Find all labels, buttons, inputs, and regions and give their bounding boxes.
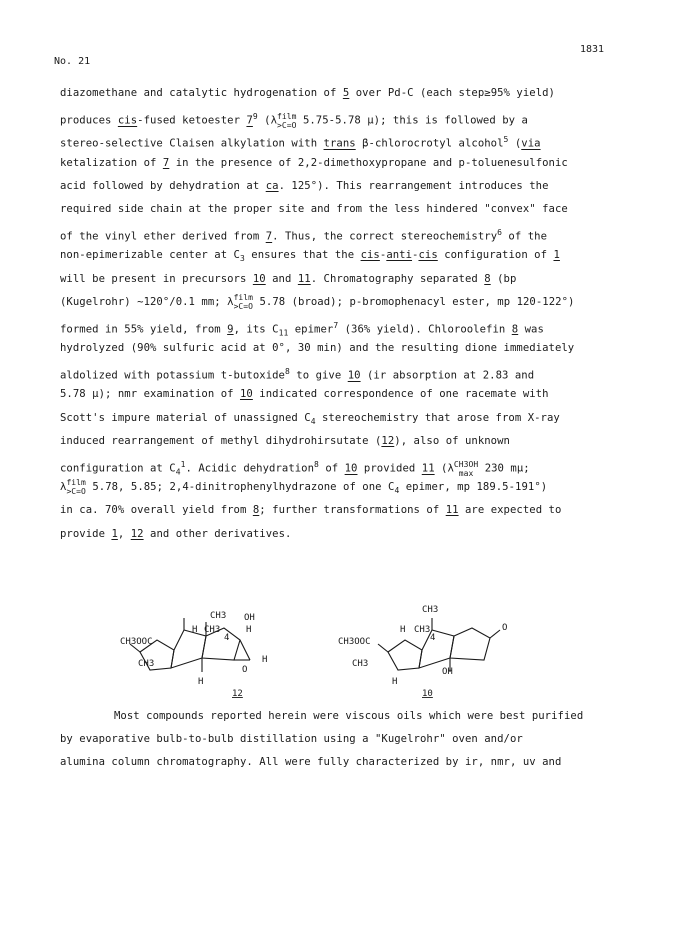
text-line: Scott's impure material of unassigned $C_4$ stereochemistry that arose from X-ray xyxy=(60,411,560,426)
structure-figure xyxy=(120,600,590,700)
text-line: (Kugelrohr) ~120°/0.1 mm; λ film >C=O 5.78 (broad); p-bromophenacyl ester, mp 120-122°) xyxy=(60,292,575,311)
italic-term: anti xyxy=(386,249,413,262)
compound-ref: 10 xyxy=(347,369,361,382)
italic-term: cis xyxy=(360,249,380,262)
structure-12-epoxide-o: O xyxy=(242,665,248,675)
text-line: will be present in precursors 10 and 11. Chromatography separated 8 (bp xyxy=(60,272,517,285)
structure-12-position-4: 4 xyxy=(224,633,230,643)
text-line: by evaporative bulb-to-bulb distillation using a "Kugelrohr" oven and/or xyxy=(60,733,523,746)
lambda-subscript-stack: film >C=O xyxy=(277,111,297,130)
compound-ref: 1 xyxy=(111,527,118,540)
text-line: required side chain at the proper site and from the less hindered "convex" face xyxy=(60,202,568,215)
text-line: acid followed by dehydration at ca. 125°). This rearrangement introduces the xyxy=(60,179,549,192)
compound-ref: 10 xyxy=(252,272,266,285)
structure-10-ketone-o: O xyxy=(502,623,508,633)
compound-ref: 11 xyxy=(297,272,311,285)
compound-ref: 8 xyxy=(511,323,519,336)
text-line: formed in 55% yield, from 9, its $C_{11}$ epimer$^7$ (36% yield). Chloroolefin 8 was xyxy=(60,320,544,338)
lambda-subscript-stack: film >C=O xyxy=(233,292,254,311)
text-line: diazomethane and catalytic hydrogenation of 5 over Pd-C (each step≥95% yield) xyxy=(60,87,555,99)
structure-12-h-bottom: H xyxy=(198,677,204,687)
running-header-issue: No. 21 xyxy=(54,56,91,67)
structure-12-ester: CH3OOC xyxy=(120,637,153,647)
lambda-subscript-stack: CH3OH max xyxy=(453,459,479,478)
text-line: ketalization of 7 in the presence of 2,2-dimethoxypropane and p-toluenesulfonic xyxy=(60,156,568,169)
lambda-subscript-stack: film >C=O xyxy=(66,478,86,497)
italic-term: cis xyxy=(117,114,138,127)
italic-term: via xyxy=(521,137,541,150)
compound-ref: 7 xyxy=(246,114,253,127)
structure-10-hydroxyl: OH xyxy=(442,667,453,677)
structure-10-h-bottom: H xyxy=(392,677,398,687)
paragraph-main xyxy=(60,82,640,546)
italic-term: cis xyxy=(418,249,438,262)
reference-superscript: 1 xyxy=(180,460,186,469)
structure-10-bonds xyxy=(378,618,500,672)
reference-superscript: 7 xyxy=(333,320,339,330)
compound-ref: 11 xyxy=(421,462,435,475)
reference-superscript: 8 xyxy=(314,460,319,469)
structure-10-ester: CH3OOC xyxy=(338,637,371,647)
text-line: λ film >C=O 5.78, 5.85; 2,4-dinitrophenylhydrazone of one $C_4$ epimer, mp 189.5-191°) xyxy=(60,478,548,497)
compound-ref: 7 xyxy=(265,230,273,243)
italic-term: ca xyxy=(265,179,279,192)
structure-10-label: 10 xyxy=(422,689,433,699)
text-line: aldolized with potassium t-butoxide$^8$ to give 10 (ir absorption at 2.83 and xyxy=(60,367,535,382)
compound-ref: 11 xyxy=(445,504,459,517)
structure-12-methyl-top: CH3 xyxy=(210,611,227,621)
compound-ref: 1 xyxy=(553,249,560,262)
compound-ref: 8 xyxy=(252,504,260,517)
reference-superscript: 6 xyxy=(497,228,502,238)
structure-12-label: 12 xyxy=(232,689,243,699)
structure-10-position-4: 4 xyxy=(430,633,436,643)
reference-superscript: 8 xyxy=(284,367,290,377)
compound-ref: 9 xyxy=(227,323,234,336)
structure-drawing xyxy=(120,600,590,700)
structure-10-methyl-ring: CH3 xyxy=(414,625,431,635)
structure-10-methyl-top: CH3 xyxy=(422,605,439,615)
text-line: alumina column chromatography. All were fully characterized by ir, nmr, uv and xyxy=(60,756,562,769)
structure-10-methyl-low: CH3 xyxy=(352,659,369,669)
text-line: induced rearrangement of methyl dihydrohirsutate (12), also of unknown xyxy=(60,434,510,447)
reference-superscript: 9 xyxy=(252,112,258,122)
structure-12-methyl-ring: CH3 xyxy=(204,625,221,635)
compound-ref: 12 xyxy=(381,434,395,447)
compound-ref: 8 xyxy=(484,272,491,285)
compound-ref: 12 xyxy=(130,527,144,540)
text-line: configuration at $C_4^1$. Acidic dehydration$^8$ of 10 provided 11 (λ CH3OH max 230 mµ; xyxy=(60,459,530,478)
text-line: non-epimerizable center at $C_3$ ensures that the cis-anti-cis configuration of 1 xyxy=(60,249,560,264)
paragraph-methods xyxy=(60,705,640,775)
compound-ref: 10 xyxy=(344,462,358,475)
text-line: of the vinyl ether derived from 7. Thus, the correct stereochemistry$^6$ of the xyxy=(60,228,547,243)
structure-12-h-right-lower: H xyxy=(262,655,268,665)
text-line: provide 1, 12 and other derivatives. xyxy=(60,527,292,540)
text-line: stereo-selective Claisen alkylation with trans β-chlorocrotyl alcohol$^5$ (via xyxy=(60,135,541,150)
italic-term: trans xyxy=(323,137,356,150)
text-line: produces cis-fused ketoester $7^9$ (λ film >C=O 5.75-5.78 µ); this is followed by a xyxy=(60,111,528,130)
reference-superscript: 5 xyxy=(503,135,509,145)
structure-10-h-top: H xyxy=(400,625,406,635)
page-number: 1831 xyxy=(580,44,605,55)
structure-12-h-right: H xyxy=(246,625,252,635)
structure-12-methyl-low: CH3 xyxy=(138,659,155,669)
text-line: 5.78 µ); nmr examination of 10 indicated correspondence of one racemate with xyxy=(60,388,549,401)
text-line: in ca. 70% overall yield from 8; further transformations of 11 are expected to xyxy=(60,504,562,517)
compound-ref: 7 xyxy=(162,156,170,169)
structure-12-hydroxyl: OH xyxy=(244,613,255,623)
compound-ref: 10 xyxy=(239,388,253,401)
compound-ref: 5 xyxy=(342,87,350,99)
structure-12-h-top: H xyxy=(192,625,198,635)
text-line: hydrolyzed (90% sulfuric acid at 0°, 30 min) and the resulting dione immediately xyxy=(60,342,575,355)
text-line: Most compounds reported herein were viscous oils which were best purified xyxy=(114,710,584,722)
